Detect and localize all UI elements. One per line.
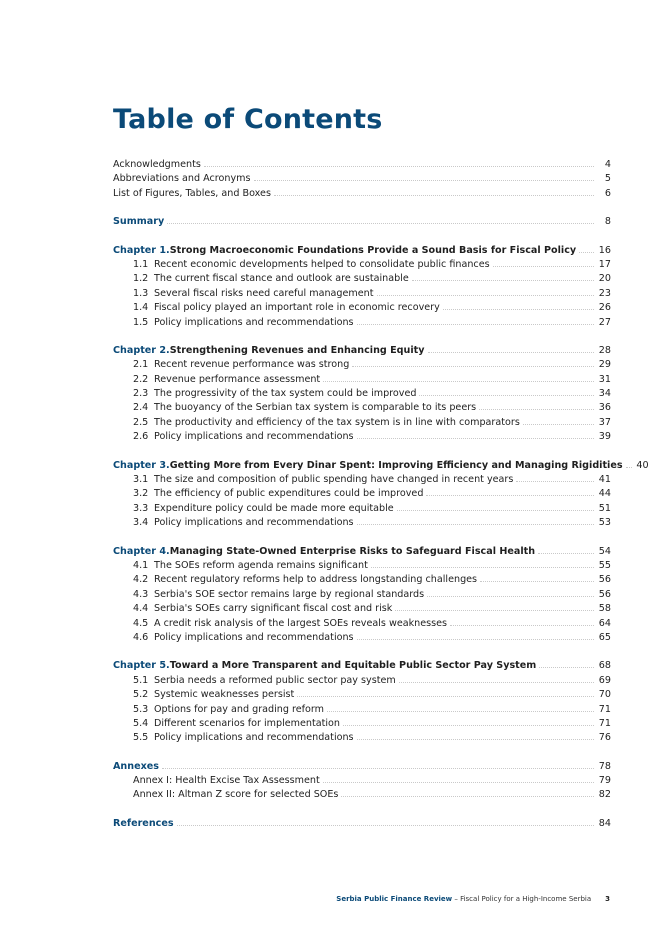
section-number: 1.2 <box>133 273 149 285</box>
footer-subtitle: Fiscal Policy for a High-Income Serbia <box>460 895 592 903</box>
toc-page-number: 79 <box>598 775 611 787</box>
section-number: 5.2 <box>133 689 149 701</box>
toc-section[interactable] <box>113 501 611 515</box>
toc-annex[interactable] <box>113 773 611 787</box>
toc-section[interactable] <box>113 429 611 443</box>
toc-page-number: 44 <box>598 488 611 500</box>
toc-section[interactable] <box>113 386 611 400</box>
section-title: Serbia's SOEs carry significant fiscal cost and risk <box>154 603 393 615</box>
toc-page-number: 23 <box>598 287 611 299</box>
toc-chapter[interactable] <box>113 658 611 672</box>
section-number: 2.5 <box>133 416 149 428</box>
toc-page-number: 64 <box>598 617 611 629</box>
toc-summary-label: Summary <box>113 216 165 228</box>
section-title: Revenue performance assessment <box>154 373 321 385</box>
toc-page-number: 27 <box>598 316 611 328</box>
toc-section[interactable] <box>113 572 611 586</box>
chapter-title: Toward a More Transparent and Equitable Public Sector Pay System <box>169 660 537 672</box>
toc-annexes[interactable] <box>113 759 611 773</box>
toc-page-number: 4 <box>604 159 611 170</box>
section-title: Options for pay and grading reform <box>154 703 324 715</box>
toc-section[interactable] <box>113 415 611 429</box>
toc-page-number: 39 <box>598 431 611 443</box>
toc-entry[interactable] <box>113 186 611 200</box>
toc-page-number: 5 <box>604 173 611 185</box>
toc-section[interactable] <box>113 257 611 271</box>
section-number: 2.3 <box>133 388 149 400</box>
section-number: 4.4 <box>133 603 149 615</box>
toc-page-number: 69 <box>598 674 611 686</box>
toc-section[interactable] <box>113 515 611 529</box>
page-title: Table of Contents <box>113 104 383 135</box>
section-number: 5.1 <box>133 674 149 686</box>
footer-separator: – <box>452 895 461 903</box>
toc-section[interactable] <box>113 486 611 500</box>
toc-page-number: 16 <box>598 244 611 256</box>
section-number: 5.4 <box>133 717 149 729</box>
chapter-label: Chapter 1. <box>113 244 170 256</box>
chapter-label: Chapter 4. <box>113 545 170 557</box>
section-title: Serbia's SOE sector remains large by regional standards <box>154 588 425 600</box>
toc-page-number: 78 <box>598 760 611 772</box>
toc-page-number: 17 <box>598 258 611 270</box>
toc-page-number: 8 <box>604 216 611 228</box>
chapter-label: Chapter 3. <box>113 459 170 471</box>
section-number: 2.6 <box>133 431 149 443</box>
section-title: The progressivity of the tax system could be improved <box>154 388 417 400</box>
toc-references[interactable] <box>113 816 611 830</box>
toc-page-number: 40 <box>636 459 649 471</box>
section-title: Recent regulatory reforms help to address longstanding challenges <box>154 574 478 586</box>
section-number: 2.4 <box>133 402 149 414</box>
toc-entry[interactable] <box>113 171 611 185</box>
table-of-contents <box>113 157 649 830</box>
toc-page-number: 29 <box>598 359 611 371</box>
section-title: Policy implications and recommendations <box>154 431 354 443</box>
toc-page-number: 54 <box>598 545 611 557</box>
toc-page-number: 41 <box>598 474 611 486</box>
chapter-title: Strengthening Revenues and Enhancing Equity <box>169 344 425 356</box>
section-title: The current fiscal stance and outlook are sustainable <box>154 273 409 285</box>
toc-summary[interactable] <box>113 214 611 228</box>
section-title: Different scenarios for implementation <box>154 717 341 729</box>
toc-chapter[interactable] <box>113 544 611 558</box>
section-title: Recent revenue performance was strong <box>154 359 350 371</box>
section-number: 5.5 <box>133 732 149 744</box>
section-title: Fiscal policy played an important role in economic recovery <box>154 302 440 314</box>
section-number: 2.2 <box>133 373 149 385</box>
toc-page-number: 71 <box>598 717 611 729</box>
section-title: The efficiency of public expenditures could be improved <box>154 488 424 500</box>
section-title: Policy implications and recommendations <box>154 631 354 643</box>
toc-page-number: 51 <box>598 502 611 514</box>
toc-section[interactable] <box>113 286 611 300</box>
toc-page-number: 65 <box>598 631 611 643</box>
section-number: 4.5 <box>133 617 149 629</box>
toc-section[interactable] <box>113 687 611 701</box>
toc-page-number: 68 <box>598 660 611 672</box>
section-number: 4.2 <box>133 574 149 586</box>
chapter-label: Chapter 2. <box>113 344 170 356</box>
toc-annex[interactable] <box>113 787 611 801</box>
toc-page-number: 71 <box>598 703 611 715</box>
section-number: 1.5 <box>133 316 149 328</box>
section-number: 4.6 <box>133 631 149 643</box>
section-number: 3.3 <box>133 502 149 514</box>
toc-page-number: 37 <box>598 416 611 428</box>
toc-section[interactable] <box>113 716 611 730</box>
section-number: 5.3 <box>133 703 149 715</box>
section-number: 4.1 <box>133 559 149 571</box>
section-number: 2.1 <box>133 359 149 371</box>
toc-section[interactable] <box>113 616 611 630</box>
toc-page-number: 56 <box>598 574 611 586</box>
annex-title: Annex I: Health Excise Tax Assessment <box>133 775 320 787</box>
section-title: Policy implications and recommendations <box>154 517 354 529</box>
toc-annexes-label: Annexes <box>113 760 159 772</box>
toc-section[interactable] <box>113 472 611 486</box>
section-title: Serbia needs a reformed public sector pay system <box>154 674 396 686</box>
section-number: 1.4 <box>133 302 149 314</box>
section-number: 1.3 <box>133 287 149 299</box>
section-number: 3.4 <box>133 517 149 529</box>
toc-chapter[interactable] <box>113 458 649 472</box>
toc-section[interactable] <box>113 587 611 601</box>
chapter-label: Chapter 5. <box>113 660 170 672</box>
toc-section[interactable] <box>113 730 611 744</box>
section-number: 1.1 <box>133 258 149 270</box>
toc-entry-title: List of Figures, Tables, and Boxes <box>113 187 271 199</box>
toc-section[interactable] <box>113 400 611 414</box>
chapter-title: Strong Macroeconomic Foundations Provide a Sound Basis for Fiscal Policy <box>169 244 577 256</box>
toc-page-number: 70 <box>598 689 611 701</box>
toc-page-number: 84 <box>598 817 611 829</box>
toc-page-number: 26 <box>598 302 611 314</box>
section-number: 3.2 <box>133 488 149 500</box>
chapter-title: Managing State-Owned Enterprise Risks to Safeguard Fiscal Health <box>169 545 536 557</box>
toc-section[interactable] <box>113 300 611 314</box>
toc-page-number: 53 <box>598 517 611 529</box>
toc-references-label: References <box>113 817 174 829</box>
section-title: A credit risk analysis of the largest SOEs reveals weaknesses <box>154 617 448 629</box>
toc-entry-title: Acknowledgments <box>113 159 201 170</box>
toc-entry-title: Abbreviations and Acronyms <box>113 173 251 185</box>
toc-page-number: 6 <box>604 187 611 199</box>
section-title: Policy implications and recommendations <box>154 732 354 744</box>
toc-section[interactable] <box>113 315 611 329</box>
section-title: Policy implications and recommendations <box>154 316 354 328</box>
page-footer <box>336 895 610 903</box>
annex-title: Annex II: Altman Z score for selected SOEs <box>133 789 339 801</box>
page-number: 3 <box>605 895 610 903</box>
toc-entry[interactable] <box>113 157 611 171</box>
toc-chapter[interactable] <box>113 243 611 257</box>
toc-section[interactable] <box>113 372 611 386</box>
section-title: The productivity and efficiency of the tax system is in line with comparators <box>154 416 520 428</box>
section-number: 4.3 <box>133 588 149 600</box>
toc-chapter[interactable] <box>113 343 611 357</box>
toc-page-number: 76 <box>598 732 611 744</box>
section-title: Several fiscal risks need careful management <box>154 287 374 299</box>
toc-section[interactable] <box>113 601 611 615</box>
toc-section[interactable] <box>113 357 611 371</box>
toc-page-number: 82 <box>598 789 611 801</box>
toc-page-number: 36 <box>598 402 611 414</box>
toc-section[interactable] <box>113 558 611 572</box>
section-title: Expenditure policy could be made more equitable <box>154 502 394 514</box>
toc-page-number: 34 <box>598 388 611 400</box>
toc-section[interactable] <box>113 271 611 285</box>
toc-page-number: 31 <box>598 373 611 385</box>
chapter-title: Getting More from Every Dinar Spent: Improving Efficiency and Managing Rigidities <box>169 459 623 471</box>
toc-section[interactable] <box>113 702 611 716</box>
toc-page-number: 55 <box>598 559 611 571</box>
toc-page-number: 56 <box>598 588 611 600</box>
section-title: The buoyancy of the Serbian tax system is comparable to its peers <box>154 402 477 414</box>
toc-page-number: 58 <box>598 603 611 615</box>
section-number: 3.1 <box>133 474 149 486</box>
section-title: The SOEs reform agenda remains significant <box>154 559 368 571</box>
footer-brand: Serbia Public Finance Review <box>336 895 453 903</box>
toc-page-number: 28 <box>598 344 611 356</box>
toc-section[interactable] <box>113 673 611 687</box>
toc-page-number: 20 <box>598 273 611 285</box>
section-title: The size and composition of public spending have changed in recent years <box>154 474 514 486</box>
section-title: Systemic weaknesses persist <box>154 689 295 701</box>
section-title: Recent economic developments helped to consolidate public finances <box>154 258 490 270</box>
toc-section[interactable] <box>113 630 611 644</box>
